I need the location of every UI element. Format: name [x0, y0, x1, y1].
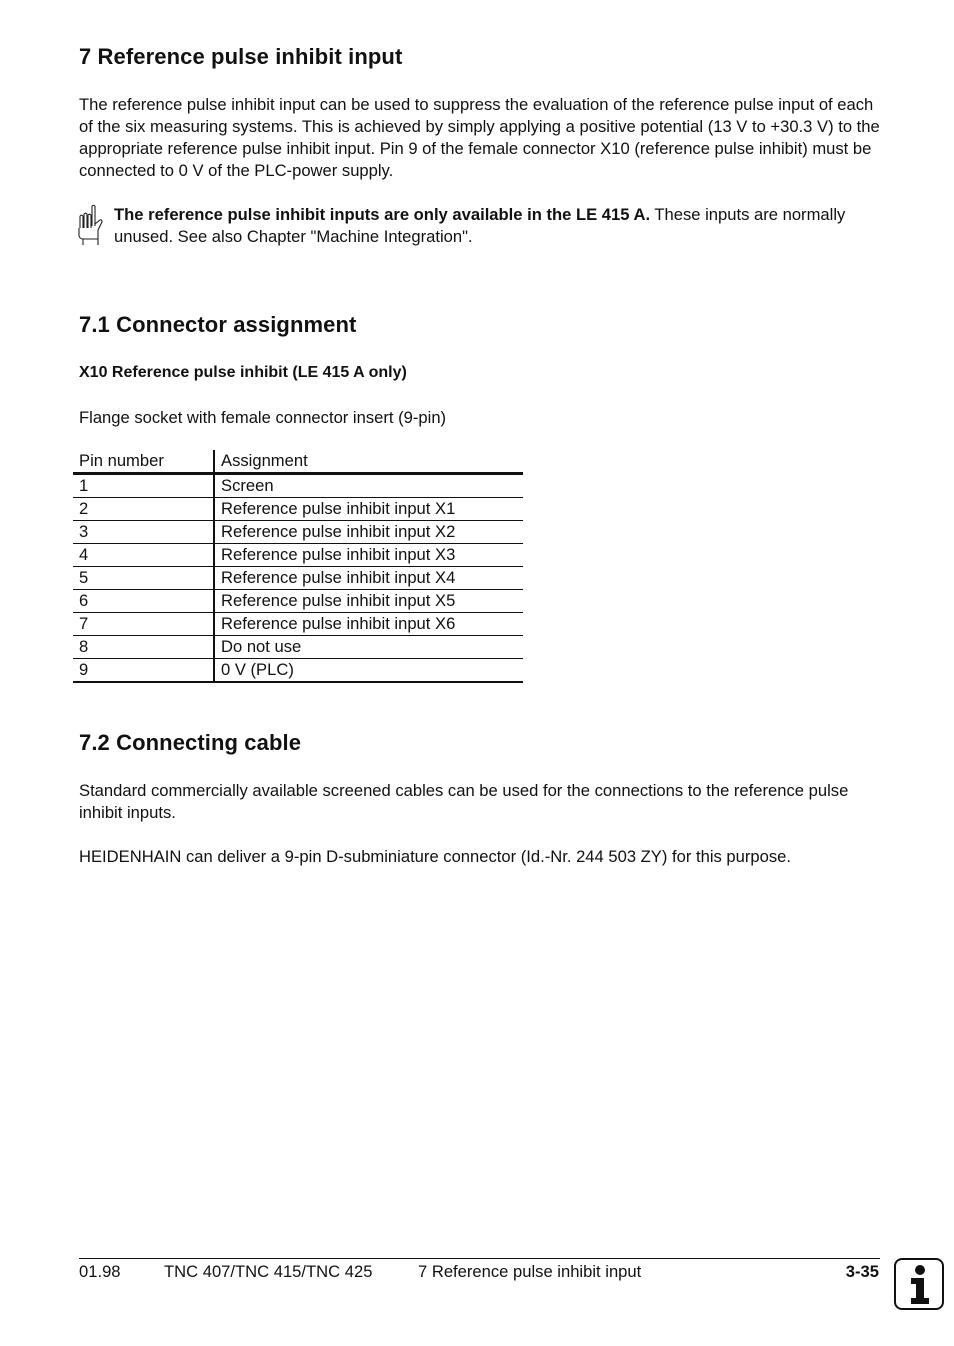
- intro-paragraph: The reference pulse inhibit input can be used to suppress the evaluation of the reference pulse input of each of the six measuring systems. This is achieved by simply applying a positive potential (13 V to +30.3 V) to the appropriate reference pulse inhibit input. Pin 9 of the female connector X10 (reference pulse inhibit) must be connected to 0 V of the PLC-power supply.: [79, 95, 880, 180]
- table-row: [73, 613, 523, 636]
- table-row: [73, 498, 523, 521]
- availability-note: [114, 204, 874, 248]
- table-row: [73, 590, 523, 613]
- section-title: 7 Reference pulse inhibit input: [79, 44, 403, 69]
- connector-assignment-title: 7.1 Connector assignment: [79, 312, 357, 337]
- table-row: [73, 521, 523, 544]
- pin-cell: 9: [73, 659, 214, 683]
- note-bold-text: The reference pulse inhibit inputs are only available in the LE 415 A.: [114, 205, 651, 224]
- table-row: [73, 659, 523, 683]
- info-icon: [894, 1258, 944, 1310]
- table-row: [73, 636, 523, 659]
- assignment-cell: Reference pulse inhibit input X6: [214, 613, 523, 636]
- table-row: [73, 544, 523, 567]
- pointing-hand-icon: [74, 204, 104, 246]
- assignment-cell: Reference pulse inhibit input X3: [214, 544, 523, 567]
- pin-cell: 6: [73, 590, 214, 613]
- assignment-cell: Reference pulse inhibit input X5: [214, 590, 523, 613]
- pin-assignment-table: [73, 450, 523, 683]
- cable-paragraph-1: Standard commercially available screened cables can be used for the connections to the reference pulse inhibit inputs.: [79, 781, 849, 822]
- pin-cell: 8: [73, 636, 214, 659]
- table-header-row: [73, 450, 523, 474]
- pin-cell: 7: [73, 613, 214, 636]
- header-pin-number: Pin number: [73, 450, 214, 474]
- pin-cell: 4: [73, 544, 214, 567]
- footer-date: 01.98: [79, 1262, 121, 1281]
- table-row: [73, 567, 523, 590]
- assignment-cell: Screen: [214, 474, 523, 498]
- assignment-cell: Reference pulse inhibit input X4: [214, 567, 523, 590]
- flange-description: Flange socket with female connector insert (9-pin): [79, 408, 447, 427]
- page-number: 3-35: [845, 1262, 879, 1281]
- note-text: These inputs are normally unused. See also Chapter "Machine Integration".: [114, 205, 846, 246]
- assignment-cell: Reference pulse inhibit input X1: [214, 498, 523, 521]
- pin-cell: 1: [73, 474, 214, 498]
- footer-divider: [79, 1258, 880, 1259]
- assignment-cell: Reference pulse inhibit input X2: [214, 521, 523, 544]
- footer-chapter: 7 Reference pulse inhibit input: [418, 1262, 642, 1281]
- connecting-cable-title: 7.2 Connecting cable: [79, 730, 302, 755]
- x10-subtitle: X10 Reference pulse inhibit (LE 415 A only): [79, 364, 407, 381]
- pin-cell: 3: [73, 521, 214, 544]
- pin-cell: 2: [73, 498, 214, 521]
- footer-models: TNC 407/TNC 415/TNC 425: [164, 1262, 373, 1281]
- assignment-cell: 0 V (PLC): [214, 659, 523, 683]
- header-assignment: Assignment: [214, 450, 523, 474]
- assignment-cell: Do not use: [214, 636, 523, 659]
- table-row: [73, 474, 523, 498]
- cable-paragraph-2: HEIDENHAIN can deliver a 9-pin D-subminiature connector (Id.-Nr. 244 503 ZY) for this purpose.: [79, 847, 791, 866]
- pin-cell: 5: [73, 567, 214, 590]
